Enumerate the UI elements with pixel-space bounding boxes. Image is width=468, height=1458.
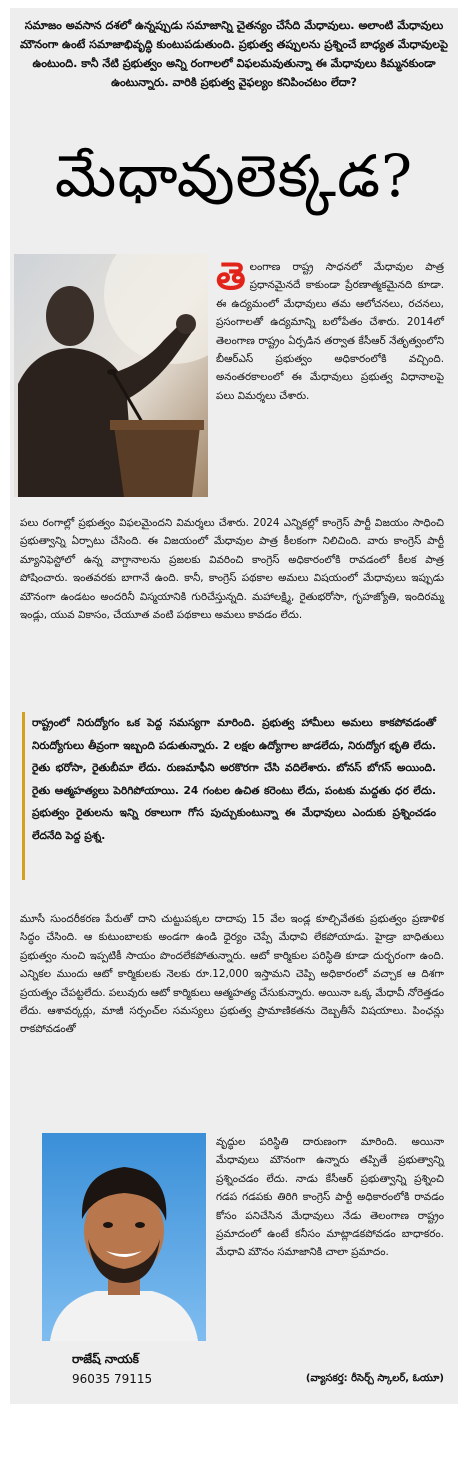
intro-standfirst: సమాజం అవసాన దశలో ఉన్నప్పుడు సమాజాన్ని చైతన్యం చేసేది మేధావులు. అలాంటి మేధావులు మౌనంగా ఉంటే సమాజాభివృద్ధి కుంటుపడుతుంది. ప్రభుత్వ తప్పులను ప్రశ్నించే బాధ్యత మేధావులపై ఉంటుంది. కానీ నేటి ప్రభుత్వం అన్ని రంగాలలో విఫలమవుతున్నా ఈ మేధావులు కిమ్మనకుండా ఉంటున్నారు. వారికి ప్రభుత్వ వైఫల్యం కనిపించటం లేదా? <box>20 19 449 89</box>
headline: మేధావులెక్కడ? <box>54 142 414 210</box>
pullquote-rule <box>22 712 25 880</box>
speaker-illustration <box>14 254 208 497</box>
author-name: రాజేష్ నాయక్ <box>72 1352 139 1366</box>
article-paragraph-1 <box>216 253 444 405</box>
author-credit: (వ్యాసకర్త: రీసెర్చ్ స్కాలర్, ఓయూ) <box>305 1373 444 1384</box>
paragraph-1-text: లంగాణ రాష్ట్ర సాధనలో మేధావుల పాత్ర ప్రధానమైనదే కాకుండా ప్రేరణాత్మకమైనది కూడా. ఈ ఉద్యమంలో మేధావులు తమ ఆలోచనలు, రచనలు, ప్రసంగాలతో ఉద్యమాన్ని బలోపేతం చేశారు. 2014లో తెలంగాణ రాష్ట్రం ఏర్పడిన తర్వాత కేసీఆర్ నేతృత్వంలోని బీఆర్ఎస్ ప్రభుత్వం అధికారంలోకి వచ్చింది. అనంతరకాలంలో ఈ మేధావులు ప్రభుత్వ విధానాలపై పలు విమర్శలు చేశారు. <box>216 261 444 402</box>
author-phone: 96035 79115 <box>72 1372 153 1386</box>
pullquote: రాష్ట్రంలో నిరుద్యోగం ఒక పెద్ద సమస్యగా మారింది. ప్రభుత్వ హామీలు అమలు కాకపోవడంతో నిరుద్యోగులు తీవ్రంగా ఇబ్బంది పడుతున్నారు. 2 లక్షల ఉద్యోగాల జాడలేదు, నిరుద్యోగ భృతి లేదు. రైతు భరోసా, రైతుబీమా లేదు. రుణమాఫీని అరకొరగా చేసి వదిలేశారు. బోనస్ బోగస్ అయింది. రైతు ఆత్మహత్యలు పెరిగిపోయాయి. 24 గంటల ఉచిత కరెంటు లేదు, పంటకు మద్దతు ధర లేదు. ప్రభుత్వం రైతులను ఇన్ని రకాలుగా గోస పుచ్చుకుంటున్నా ఈ మేధావులు ఎందుకు ప్రశ్నించడం లేదనేది పెద్ద ప్రశ్న. <box>32 717 436 842</box>
article-paragraph-1b: పలు రంగాల్లో ప్రభుత్వం విఫలమైందని విమర్శలు చేశారు. 2024 ఎన్నికల్లో కాంగ్రెస్ పార్టీ విజయం సాధించి ప్రభుత్వాన్ని ఏర్పాటు చేసింది. ఈ విజయంలో మేధావుల పాత్ర కీలకంగా నిలిచింది. వారు కాంగ్రెస్ పార్టీ మ్యానిఫెస్టోలో ఉన్న వాగ్దానాలను ప్రజలకు వివరించి కాంగ్రెస్ అధికారంలోకి రావడంలో కీలక పాత్ర పోషించారు. ఇంతవరకు బాగానే ఉంది. కానీ, కాంగ్రెస్ పథకాల అమలు విషయంలో మేధావులు ఇప్పుడు మౌనంగా ఉండటం అందరినీ విస్మయానికి గురిచేస్తున్నది. మహాలక్ష్మి, రైతుభరోసా, గృహజ్యోతి, ఇందిరమ్మ ఇండ్లు, యువ వికాసం, చేయూత వంటి పథకాలు అమలు కావడం లేదు. <box>20 517 444 622</box>
drop-cap: తె <box>216 253 246 298</box>
article-paragraph-2: మూసీ సుందరీకరణ పేరుతో దాని చుట్టుపక్కల దాదాపు 15 వేల ఇండ్ల కూల్చివేతకు ప్రభుత్వం ప్రణాళిక సిద్ధం చేసింది. ఆ కుటుంబాలకు అండగా ఉండి ధైర్యం చెప్పే మేధావి లేకపోయాడు. హైడ్రా బాధితులు ప్రభుత్వం నుంచి ఇప్పటికీ సాయం పొందలేకపోతున్నారు. ఆటో కార్మికుల పరిస్థితి కూడా దుర్భరంగా ఉంది. ఎన్నికల ముందు ఆటో కార్మికులకు నెలకు రూ.12,000 ఇస్తామని చెప్పి అధికారంలో వచ్చాక ఆ దిశగా ప్రయత్నం చేపట్టలేదు. పలువురు ఆటో కార్మికులు ఆత్మహత్య చేసుకున్నారు. అయినా ఒక్క మేధావీ నోరెత్తడం లేదు. ఆశావర్కర్లు, మాజీ సర్పంచ్‌ల సమస్యలు ప్రభుత్వ ప్రామాణికతను దెబ్బతీసే విషయాలు. పింఛన్లు రాకపోవడంతో <box>20 913 444 1036</box>
author-photo <box>42 1133 206 1341</box>
article-paragraph-3: వృద్ధుల పరిస్థితి దారుణంగా మారింది. అయినా మేధావులు మౌనంగా ఉన్నారు తప్పితే ప్రభుత్వాన్ని ప్రశ్నించడం లేదు. నాడు కేసీఆర్ ప్రభుత్వాన్ని ప్రశ్నించి గడప గడపకు తిరిగి కాంగ్రెస్ పార్టీ అధికారంలోకి రావడం కోసం పనిచేసిన మేధావులు నేడు తెలంగాణ రాష్ట్రం ప్రమాదంలో ఉంటే కనీసం మాట్లాడకపోవడం బాధాకరం. మేధావి మౌనం సమాజానికి చాలా ప్రమాదం. <box>216 1136 444 1259</box>
